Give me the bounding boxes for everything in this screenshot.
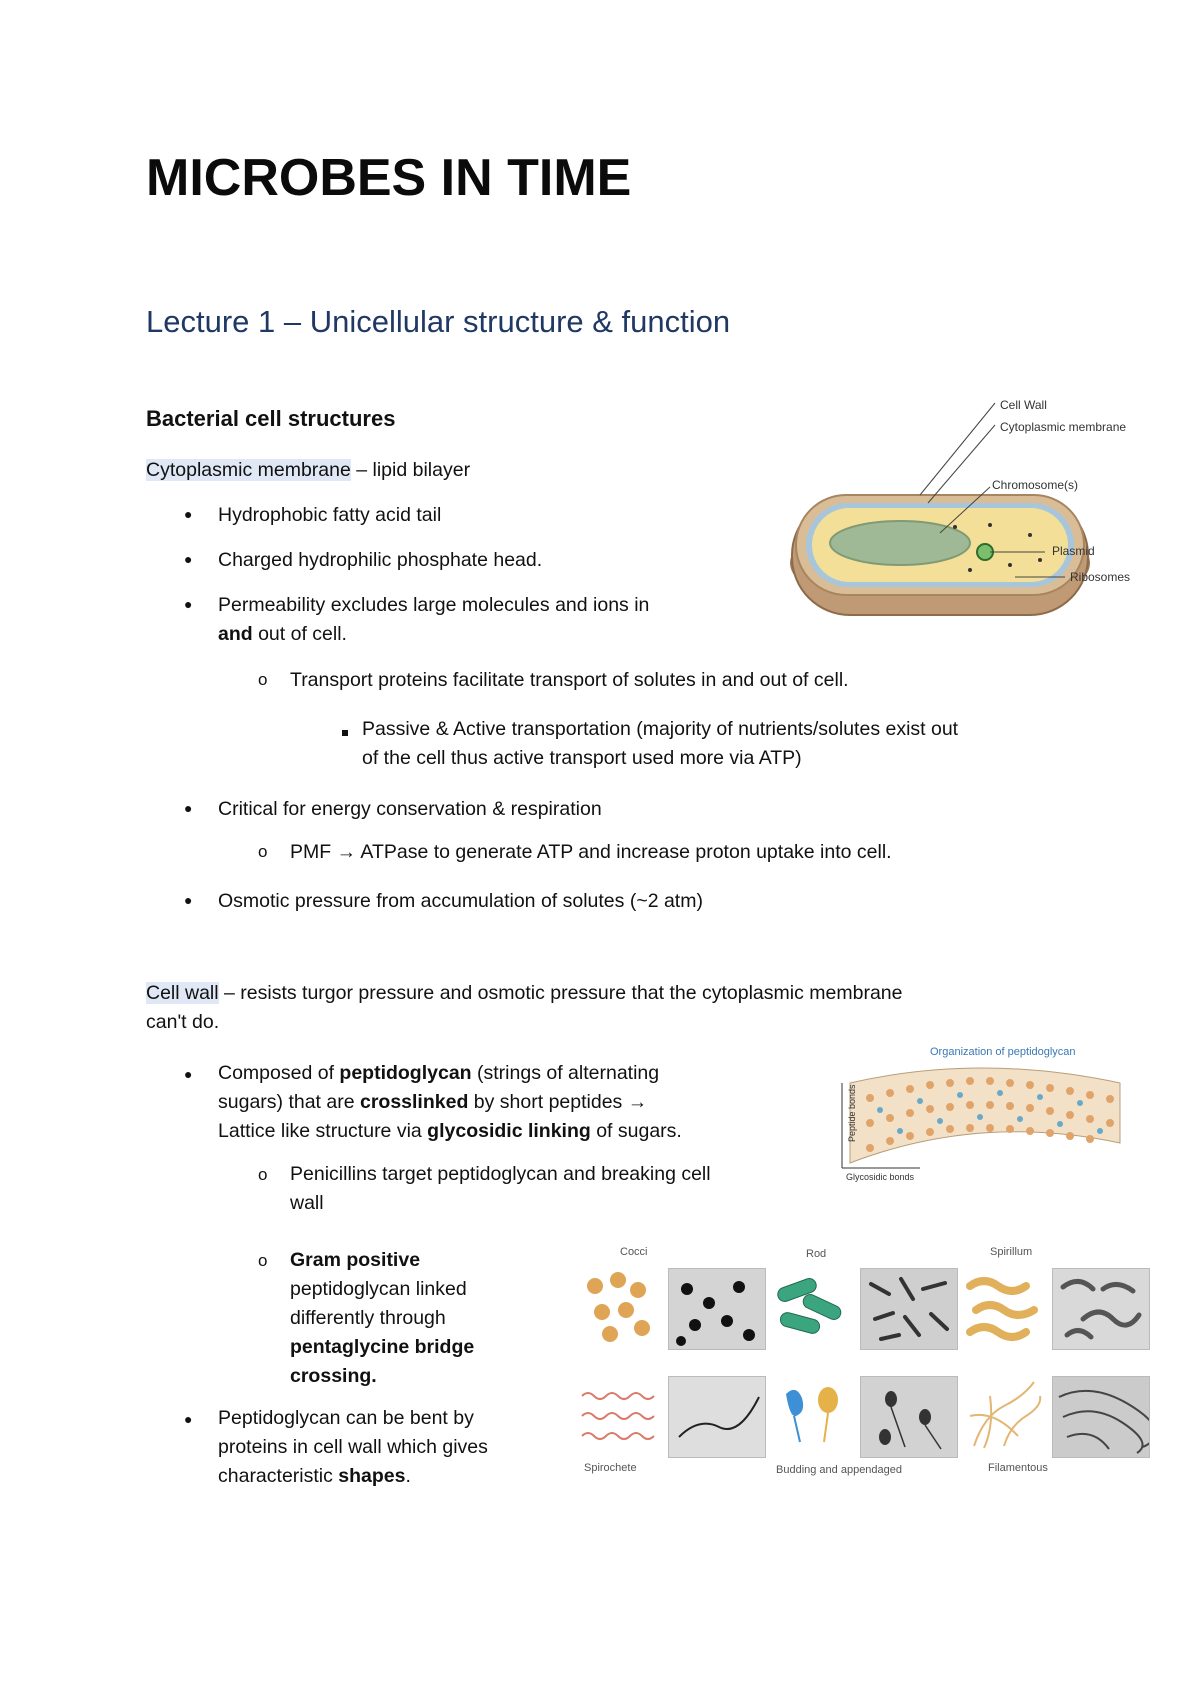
lecture-heading: Lecture 1 – Unicellular structure & function	[146, 304, 731, 339]
filamentous-micrograph	[1052, 1376, 1150, 1458]
bullet-icon: ●	[184, 800, 193, 816]
membrane-bullet-3-line2: out of cell.	[252, 623, 347, 645]
pg-xlabel: Glycosidic bonds	[846, 1172, 915, 1182]
shape-label-filamentous: Filamentous	[988, 1462, 1048, 1474]
budding-micrograph	[860, 1376, 958, 1458]
wall-b1-text: Composed of	[218, 1062, 340, 1084]
wall-sub2-bold: crossing.	[290, 1365, 377, 1387]
shape-label-cocci: Cocci	[620, 1246, 648, 1258]
page-title: MICROBES IN TIME	[146, 149, 632, 207]
cell-label-ribosomes: Ribosomes	[1070, 570, 1131, 584]
section-heading: Bacterial cell structures	[146, 406, 396, 431]
wall-sub2-line: differently through	[290, 1307, 446, 1329]
wall-bullet-1	[218, 1059, 682, 1146]
bullet-icon: ●	[184, 1411, 193, 1427]
peptidoglycan-figure	[820, 1043, 1130, 1183]
cocci-micrograph	[668, 1268, 766, 1350]
membrane-subsub-line2: of the cell thus active transport used more via ATP)	[362, 747, 802, 769]
membrane-sub-2: PMF → ATPase to generate ATP and increase proton uptake into cell.	[290, 841, 892, 863]
cell-label-cell-wall: Cell Wall	[1000, 398, 1047, 412]
membrane-intro	[146, 456, 470, 485]
wall-b1-text: (strings of alternating	[471, 1062, 660, 1084]
wall-b1-bold: glycosidic linking	[427, 1120, 591, 1142]
membrane-def: – lipid bilayer	[350, 459, 471, 481]
circle-bullet-icon: o	[258, 842, 268, 861]
wall-b1-bold: peptidoglycan	[339, 1062, 472, 1084]
bacterial-cell-figure	[780, 395, 1160, 625]
wall-b1-text: of sugars.	[590, 1120, 682, 1142]
wall-def-line1: – resists turgor pressure and osmotic pressure that the cytoplasmic membrane	[218, 982, 903, 1004]
wall-sub1-line1: Penicillins target peptidoglycan and breaking cell	[290, 1163, 711, 1185]
rod-micrograph	[860, 1268, 958, 1350]
cell-shapes-figure	[580, 1246, 1150, 1486]
bullet-icon: ●	[184, 892, 193, 908]
shape-label-spirillum: Spirillum	[990, 1246, 1033, 1258]
bullet-icon: ●	[184, 506, 193, 522]
wall-b2-bold: shapes	[338, 1465, 406, 1487]
membrane-bullet-3-line1: Permeability excludes large molecules and ions in	[218, 594, 650, 616]
wall-b2-text: characteristic	[218, 1465, 339, 1487]
membrane-bullet-1: Hydrophobic fatty acid tail	[218, 504, 442, 526]
circle-bullet-icon: o	[258, 670, 268, 689]
square-bullet-icon	[342, 730, 348, 736]
wall-sub-2	[290, 1246, 474, 1391]
wall-b1-text: by short peptides →	[468, 1091, 648, 1113]
cocci-drawing	[580, 1268, 660, 1348]
circle-bullet-icon: o	[258, 1251, 268, 1270]
wall-sub2-bold: pentaglycine bridge	[290, 1336, 475, 1358]
cell-label-membrane: Cytoplasmic membrane	[1000, 420, 1127, 434]
wall-def-line2: can't do.	[146, 1011, 220, 1033]
wall-term: Cell wall	[146, 982, 219, 1004]
wall-b2-line: Peptidoglycan can be bent by	[218, 1407, 474, 1429]
wall-b1-text: sugars) that are	[218, 1091, 360, 1113]
wall-b1-bold: crosslinked	[359, 1091, 469, 1113]
membrane-term: Cytoplasmic membrane	[146, 459, 351, 481]
membrane-bullet-3-bold: and	[218, 623, 253, 645]
wall-sub1-line2: wall	[290, 1192, 324, 1214]
shape-label-spirochete: Spirochete	[584, 1462, 637, 1474]
wall-sub-1	[290, 1160, 711, 1218]
cell-label-plasmid: Plasmid	[1052, 544, 1095, 558]
spirillum-micrograph	[1052, 1268, 1150, 1350]
wall-b1-text: Lattice like structure via	[218, 1120, 428, 1142]
wall-sub2-bold: Gram positive	[290, 1249, 421, 1271]
wall-b2-line: proteins in cell wall which gives	[218, 1436, 488, 1458]
rod-drawing	[772, 1268, 852, 1348]
chromosome-shape	[830, 521, 970, 565]
bullet-icon: ●	[184, 551, 193, 567]
wall-bullet-2	[218, 1404, 488, 1491]
spirillum-drawing	[964, 1268, 1044, 1348]
wall-intro	[146, 979, 902, 1037]
membrane-bullet-4: Critical for energy conservation & respiration	[218, 798, 602, 820]
wall-b2-text: .	[405, 1465, 411, 1487]
cell-label-chromosome: Chromosome(s)	[992, 478, 1079, 492]
spirochete-drawing	[580, 1376, 660, 1456]
spirochete-micrograph	[668, 1376, 766, 1458]
pg-title: Organization of peptidoglycan	[930, 1046, 1076, 1058]
bullet-icon: ●	[184, 596, 193, 612]
circle-bullet-icon: o	[258, 1165, 268, 1184]
pg-ylabel: Peptide bonds	[847, 1084, 857, 1142]
membrane-bullet-3	[218, 591, 649, 649]
bullet-icon: ●	[184, 1066, 193, 1082]
budding-drawing	[772, 1376, 852, 1456]
membrane-subsub-line1: Passive & Active transportation (majority of nutrients/solutes exist out	[362, 718, 959, 740]
shape-label-budding: Budding and appendaged	[776, 1464, 903, 1476]
wall-sub2-line: peptidoglycan linked	[290, 1278, 467, 1300]
membrane-subsub-1	[362, 715, 958, 773]
membrane-sub-1: Transport proteins facilitate transport of solutes in and out of cell.	[290, 669, 849, 691]
shape-label-rod: Rod	[806, 1248, 827, 1260]
membrane-bullet-2: Charged hydrophilic phosphate head.	[218, 549, 543, 571]
membrane-bullet-5: Osmotic pressure from accumulation of solutes (~2 atm)	[218, 890, 703, 912]
filamentous-drawing	[964, 1376, 1044, 1456]
